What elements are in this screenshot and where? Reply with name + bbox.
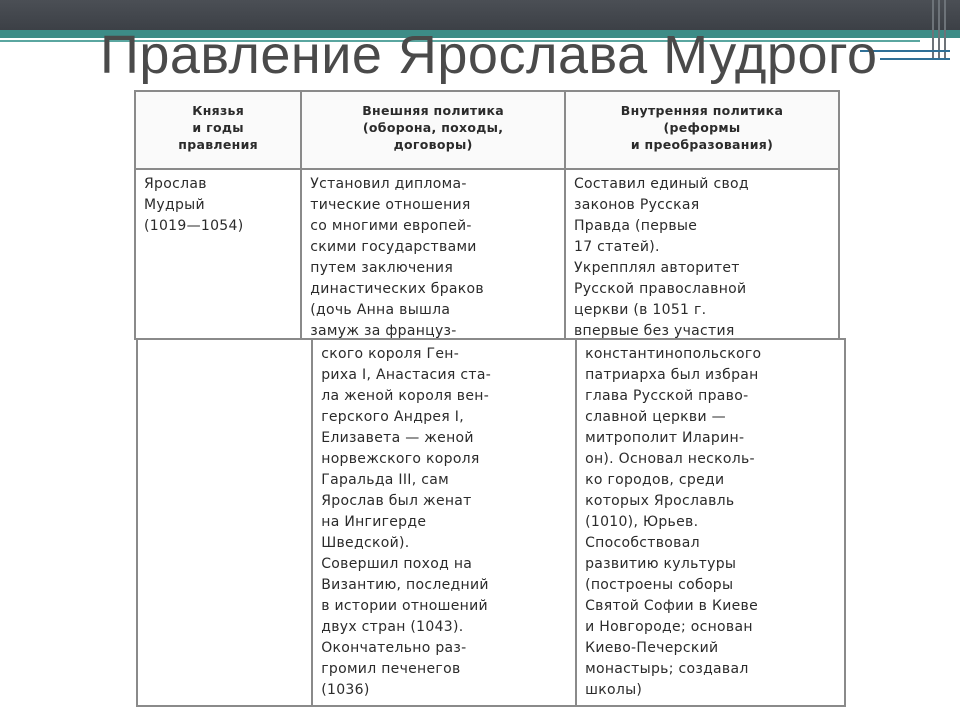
domestic-policy-cell: константинопольского патриарха был избран глава Русской право- славной церкви — митрополит Иларин- он). Основал несколь- ко городов, среди которых Ярославль (1010), Юрьев. Способствовал развитию культуры (построены соборы Святой Софии в Киеве и Новгороде; основан Киево-Печерский монастырь; создавал школы) [576, 339, 845, 706]
header-foreign-policy: Внешняя политика (оборона, походы, договоры) [301, 91, 565, 169]
ruler-cell: Ярослав Мудрый (1019—1054) [135, 169, 301, 339]
table-fragment-bottom [136, 338, 846, 707]
table-row [135, 169, 839, 339]
slide-title: Правление Ярослава Мудрого [100, 25, 878, 85]
table-fragment-top [134, 90, 840, 340]
table-header-row [135, 91, 839, 169]
title-accent-line [880, 58, 950, 60]
header-rulers: Князья и годы правления [135, 91, 301, 169]
foreign-policy-cell: Установил диплома- тические отношения со многими европей- скими государствами путем заключения династических браков (дочь Анна вышла замуж за француз- [301, 169, 565, 339]
domestic-policy-cell: Составил единый свод законов Русская Правда (первые 17 статей). Укрепплял авторитет Русской православной церкви (в 1051 г. впервые без участия [565, 169, 839, 339]
header-domestic-policy: Внутренняя политика (реформы и преобразования) [565, 91, 839, 169]
foreign-policy-cell: ского короля Ген- риха I, Анастасия ста- ла женой короля вен- герского Андрея I, Елизавета — женой норвежского короля Гаральда III, сам Ярослав был женат на Ингигерде Шведской). Совершил поход на Византию, последний в истории отношений двух стран (1043). Окончательно раз- громил печенегов (1036) [312, 339, 576, 706]
ruler-cell [137, 339, 312, 706]
table-row [137, 339, 845, 706]
